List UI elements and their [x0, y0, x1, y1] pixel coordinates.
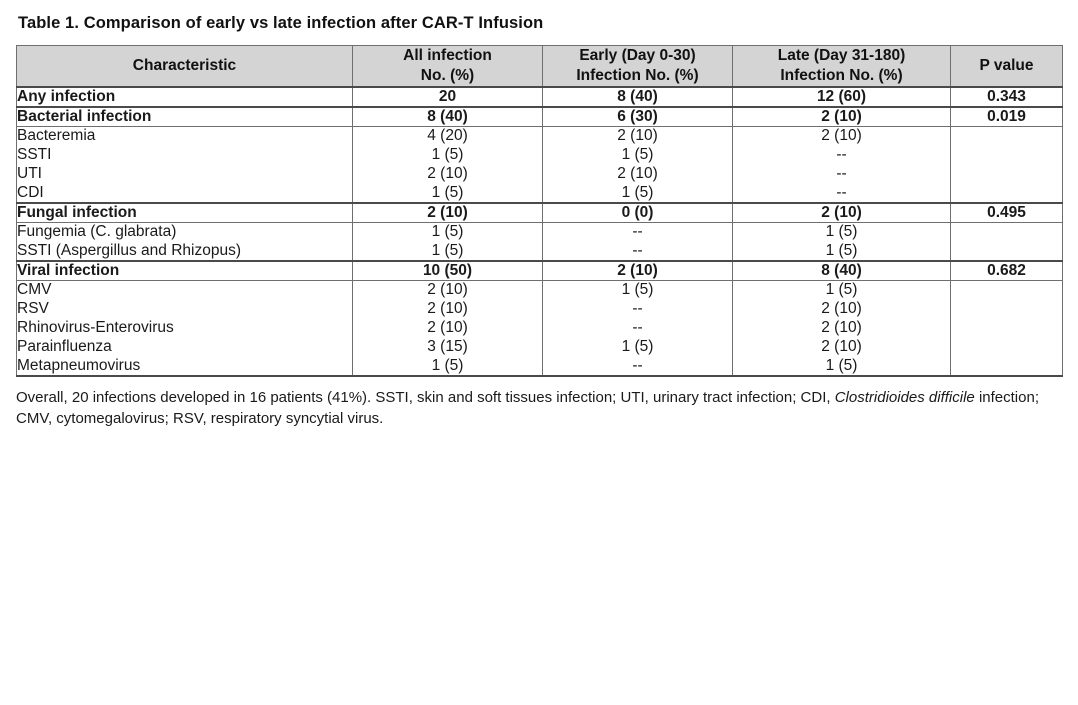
table-caption: Table 1. Comparison of early vs late infection after CAR-T Infusion: [18, 14, 544, 32]
row-label: Bacterial infection: [17, 107, 353, 127]
row-late-infection: 2 (10): [733, 318, 951, 337]
row-p-value: [951, 356, 1063, 376]
row-label: Bacteremia: [17, 126, 353, 145]
row-p-value: [951, 222, 1063, 241]
header-early-infection: [543, 46, 733, 87]
table-row: [17, 126, 1063, 145]
row-early-infection: 1 (5): [543, 337, 733, 356]
row-early-infection: --: [543, 318, 733, 337]
row-early-infection: 2 (10): [543, 164, 733, 183]
row-early-infection: 0 (0): [543, 203, 733, 223]
header-early-infection-line1: Early (Day 0-30): [579, 47, 696, 64]
row-p-value: [951, 241, 1063, 261]
row-label: Parainfluenza: [17, 337, 353, 356]
row-late-infection: 1 (5): [733, 280, 951, 299]
table-footnote: [16, 387, 1062, 430]
row-all-infection: 1 (5): [353, 222, 543, 241]
row-p-value: [951, 337, 1063, 356]
row-p-value: [951, 299, 1063, 318]
row-p-value: [951, 164, 1063, 183]
row-label: RSV: [17, 299, 353, 318]
table-row: [17, 222, 1063, 241]
header-characteristic: [17, 46, 353, 87]
header-early-infection-line2: Infection No. (%): [576, 66, 699, 84]
row-all-infection: 2 (10): [353, 299, 543, 318]
row-late-infection: 2 (10): [733, 203, 951, 223]
table-row: [17, 356, 1063, 376]
infection-comparison-table: [16, 45, 1063, 377]
row-late-infection: --: [733, 183, 951, 203]
table-row: [17, 164, 1063, 183]
table-row: [17, 107, 1063, 127]
row-early-infection: 6 (30): [543, 107, 733, 127]
row-all-infection: 2 (10): [353, 164, 543, 183]
header-row: [17, 46, 1063, 87]
row-all-infection: 20: [353, 87, 543, 107]
row-late-infection: 1 (5): [733, 241, 951, 261]
table-row: [17, 280, 1063, 299]
row-late-infection: --: [733, 164, 951, 183]
row-all-infection: 10 (50): [353, 261, 543, 281]
row-p-value: 0.343: [951, 87, 1063, 107]
row-label: SSTI (Aspergillus and Rhizopus): [17, 241, 353, 261]
row-label: Rhinovirus-Enterovirus: [17, 318, 353, 337]
table-row: [17, 87, 1063, 107]
row-p-value: 0.019: [951, 107, 1063, 127]
footnote-italic-term: Clostridioides difficile: [834, 388, 975, 406]
table-row: [17, 203, 1063, 223]
row-all-infection: 2 (10): [353, 318, 543, 337]
table-row: [17, 337, 1063, 356]
row-all-infection: 1 (5): [353, 183, 543, 203]
row-all-infection: 8 (40): [353, 107, 543, 127]
row-p-value: [951, 280, 1063, 299]
table-row: [17, 299, 1063, 318]
row-late-infection: --: [733, 145, 951, 164]
table-body: [17, 87, 1063, 376]
row-p-value: [951, 145, 1063, 164]
row-all-infection: 3 (15): [353, 337, 543, 356]
row-early-infection: 1 (5): [543, 145, 733, 164]
row-late-infection: 12 (60): [733, 87, 951, 107]
row-early-infection: --: [543, 241, 733, 261]
header-all-infection-line1: All infection: [403, 47, 492, 64]
row-early-infection: --: [543, 356, 733, 376]
header-p-value-line1: P value: [979, 56, 1034, 74]
row-all-infection: 1 (5): [353, 145, 543, 164]
row-all-infection: 2 (10): [353, 203, 543, 223]
row-label: Metapneumovirus: [17, 356, 353, 376]
row-late-infection: 2 (10): [733, 107, 951, 127]
row-all-infection: 4 (20): [353, 126, 543, 145]
row-early-infection: --: [543, 299, 733, 318]
footnote-part1: Overall, 20 infections developed in 16 patients (41%). SSTI, skin and soft tissues infection; UTI, urinary tract infection; CDI,: [16, 388, 835, 406]
footnote-part2: infection; CMV, cytomegalovirus; RSV, respiratory syncytial virus.: [16, 388, 1039, 427]
row-p-value: [951, 318, 1063, 337]
header-all-infection-line2: No. (%): [420, 66, 475, 84]
row-label: Any infection: [17, 87, 353, 107]
row-label: Viral infection: [17, 261, 353, 281]
row-all-infection: 1 (5): [353, 241, 543, 261]
row-late-infection: 2 (10): [733, 337, 951, 356]
row-early-infection: --: [543, 222, 733, 241]
table-row: [17, 241, 1063, 261]
row-late-infection: 2 (10): [733, 126, 951, 145]
header-all-infection: [353, 46, 543, 87]
row-label: CMV: [17, 280, 353, 299]
table-row: [17, 318, 1063, 337]
row-label: CDI: [17, 183, 353, 203]
row-early-infection: 1 (5): [543, 280, 733, 299]
header-late-infection-line1: Late (Day 31-180): [777, 47, 906, 64]
row-early-infection: 2 (10): [543, 261, 733, 281]
header-characteristic-line1: Characteristic: [132, 56, 237, 74]
row-p-value: [951, 126, 1063, 145]
table-row: [17, 261, 1063, 281]
row-early-infection: 8 (40): [543, 87, 733, 107]
row-late-infection: 8 (40): [733, 261, 951, 281]
row-label: SSTI: [17, 145, 353, 164]
row-label: Fungemia (C. glabrata): [17, 222, 353, 241]
row-p-value: 0.495: [951, 203, 1063, 223]
table-row: [17, 183, 1063, 203]
row-label: UTI: [17, 164, 353, 183]
row-p-value: 0.682: [951, 261, 1063, 281]
row-early-infection: 2 (10): [543, 126, 733, 145]
row-label: Fungal infection: [17, 203, 353, 223]
row-p-value: [951, 183, 1063, 203]
header-late-infection-line2: Infection No. (%): [780, 66, 903, 84]
header-p-value: [951, 46, 1063, 87]
row-early-infection: 1 (5): [543, 183, 733, 203]
row-all-infection: 2 (10): [353, 280, 543, 299]
row-late-infection: 2 (10): [733, 299, 951, 318]
table-header: [17, 46, 1063, 87]
table-row: [17, 145, 1063, 164]
row-late-infection: 1 (5): [733, 222, 951, 241]
header-late-infection: [733, 46, 951, 87]
row-late-infection: 1 (5): [733, 356, 951, 376]
row-all-infection: 1 (5): [353, 356, 543, 376]
